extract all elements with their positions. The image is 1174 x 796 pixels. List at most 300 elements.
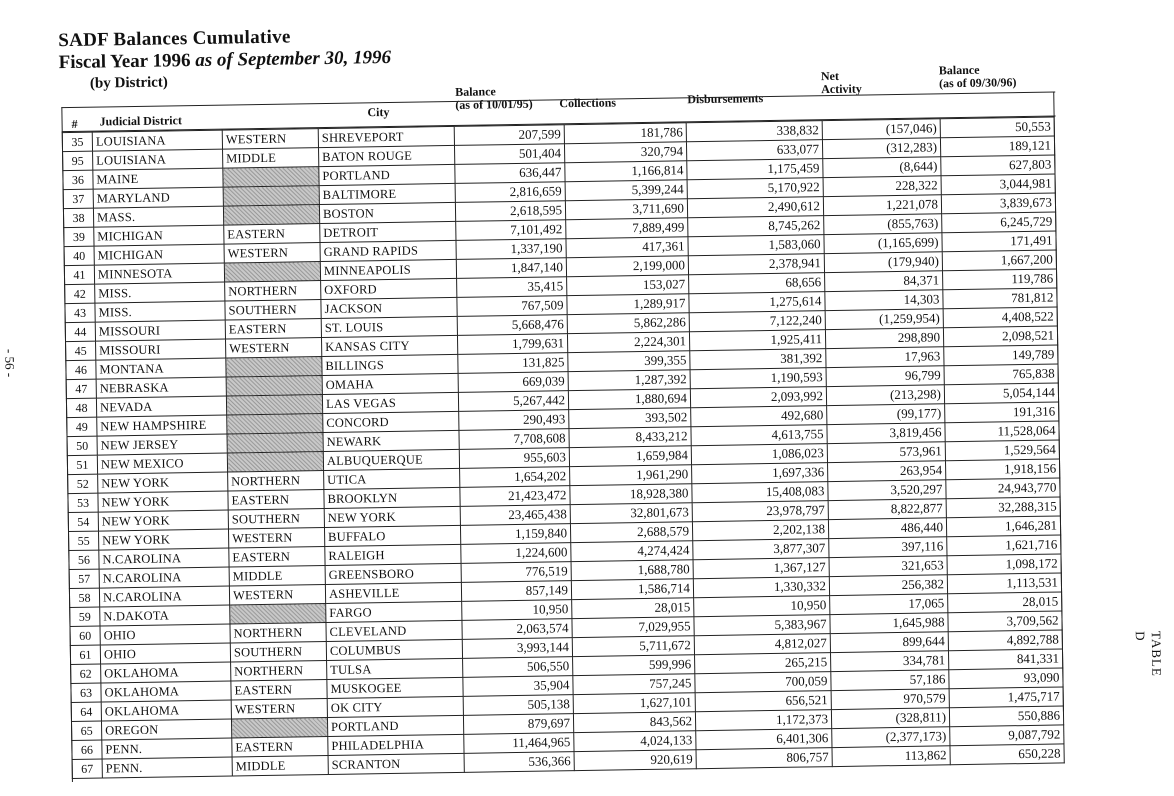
district-name: EASTERN: [225, 319, 321, 340]
document-subtitle: [58, 47, 391, 74]
state-name: MISS.: [95, 301, 225, 322]
balance-start-value: 35,904: [463, 676, 573, 697]
state-name: OKLAHOMA: [101, 700, 231, 721]
disbursements-value: 5,383,967: [694, 615, 830, 636]
column-header-balance-end: [939, 63, 1049, 91]
net-activity-value: (99,177): [827, 404, 945, 425]
district-name: [223, 205, 319, 226]
state-name: MARYLAND: [93, 187, 223, 208]
state-name: MISSOURI: [95, 320, 225, 341]
net-activity-value: 1,221,078: [823, 195, 941, 216]
disbursements-value: 7,122,240: [689, 311, 825, 332]
row-number: 59: [70, 607, 100, 626]
disbursements-value: 2,093,992: [690, 387, 826, 408]
district-name: [226, 357, 322, 378]
row-number: 66: [72, 740, 102, 759]
city-name: COLUMBUS: [326, 639, 462, 660]
city-name: MINNEAPOLIS: [320, 259, 456, 280]
balance-end-value: 550,886: [949, 706, 1063, 727]
net-activity-value: (328,811): [831, 708, 949, 729]
balance-start-value: 636,447: [455, 163, 565, 184]
collections-value: 7,029,955: [572, 617, 694, 638]
city-name: UTICA: [324, 468, 460, 489]
balance-end-value: 191,316: [945, 402, 1059, 423]
column-header-balance-start: [455, 84, 555, 112]
column-header-num: #: [71, 116, 78, 131]
balance-end-line2: (as of 09/30/96): [938, 75, 1017, 91]
collections-value: 1,659,984: [569, 446, 691, 467]
disbursements-value: 381,392: [690, 349, 826, 370]
city-name: BUFFALO: [324, 525, 460, 546]
city-name: LAS VEGAS: [322, 392, 458, 413]
collections-value: 2,224,301: [567, 332, 689, 353]
balance-start-value: 2,816,659: [455, 182, 565, 203]
state-name: N.DAKOTA: [100, 605, 230, 626]
balance-start-value: 5,267,442: [458, 391, 568, 412]
net-activity-value: (1,165,699): [824, 233, 942, 254]
row-number: 41: [64, 265, 94, 284]
collections-value: 1,627,101: [573, 693, 695, 714]
collections-value: 757,245: [573, 674, 695, 695]
collections-value: 1,287,392: [568, 370, 690, 391]
balance-end-value: 28,015: [948, 592, 1062, 613]
row-number: 55: [69, 531, 99, 550]
row-number: 58: [69, 588, 99, 607]
state-name: OREGON: [101, 719, 231, 740]
district-name: [226, 395, 322, 416]
collections-value: 2,199,000: [566, 256, 688, 277]
city-name: ALBUQUERQUE: [323, 449, 459, 470]
page-number: - 56 -: [2, 348, 18, 378]
disbursements-value: 700,059: [695, 672, 831, 693]
balance-end-value: 781,812: [943, 288, 1057, 309]
collections-value: 5,862,286: [567, 313, 689, 334]
balance-start-value: 767,509: [457, 296, 567, 317]
balance-start-value: 506,550: [463, 657, 573, 678]
net-activity-value: (1,259,954): [825, 309, 943, 330]
balance-end-value: 93,090: [949, 668, 1063, 689]
collections-value: 5,711,672: [572, 636, 694, 657]
collections-value: 843,562: [573, 712, 695, 733]
table-body: [62, 117, 1064, 779]
net-activity-value: 334,781: [830, 651, 948, 672]
row-number: 67: [72, 759, 102, 778]
balance-start-value: 1,799,631: [457, 334, 567, 355]
disbursements-value: 68,656: [689, 273, 825, 294]
net-activity-value: 113,862: [832, 746, 950, 767]
state-name: MONTANA: [96, 358, 226, 379]
row-number: 65: [71, 721, 101, 740]
net-activity-value: 486,440: [828, 518, 946, 539]
row-number: 49: [67, 417, 97, 436]
row-number: 60: [70, 626, 100, 645]
row-number: 54: [68, 512, 98, 531]
state-name: NEW YORK: [98, 510, 228, 531]
row-number: 61: [70, 645, 100, 664]
state-name: MICHIGAN: [94, 244, 224, 265]
row-number: 46: [66, 360, 96, 379]
district-name: EASTERN: [231, 680, 327, 701]
balance-start-value: 536,366: [464, 752, 574, 773]
net-activity-value: 970,579: [831, 689, 949, 710]
balance-end-value: 765,838: [944, 364, 1058, 385]
district-name: [223, 167, 319, 188]
city-name: KANSAS CITY: [321, 335, 457, 356]
disbursements-value: 4,812,027: [694, 634, 830, 655]
district-name: WESTERN: [229, 585, 325, 606]
balance-start-value: 7,708,608: [459, 429, 569, 450]
district-name: [227, 433, 323, 454]
state-name: MAINE: [93, 168, 223, 189]
district-name: SOUTHERN: [225, 300, 321, 321]
disbursements-value: 2,490,612: [687, 197, 823, 218]
city-name: DETROIT: [320, 221, 456, 242]
district-name: EASTERN: [229, 547, 325, 568]
balance-end-value: 1,646,281: [946, 516, 1060, 537]
net-activity-value: 57,186: [831, 670, 949, 691]
state-name: PENN.: [102, 757, 232, 778]
net-activity-value: 17,963: [826, 347, 944, 368]
balance-start-value: 2,063,574: [462, 619, 572, 640]
row-number: 38: [63, 208, 93, 227]
net-activity-value: (312,283): [822, 138, 940, 159]
collections-value: 8,433,212: [569, 427, 691, 448]
by-district-label: (by District): [89, 74, 168, 92]
row-number: 50: [67, 436, 97, 455]
column-header-city: City: [367, 104, 390, 120]
city-name: PHILADELPHIA: [328, 734, 464, 755]
district-name: MIDDLE: [232, 756, 328, 777]
district-name: [227, 414, 323, 435]
district-name: [226, 376, 322, 397]
disbursements-value: 6,401,306: [696, 729, 832, 750]
collections-value: 1,586,714: [571, 579, 693, 600]
balance-start-value: 10,950: [462, 600, 572, 621]
district-name: WESTERN: [228, 528, 324, 549]
collections-value: 320,794: [564, 142, 686, 163]
city-name: NEWARK: [323, 430, 459, 451]
net-activity-value: (179,940): [824, 252, 942, 273]
city-name: BALTIMORE: [319, 183, 455, 204]
row-number: 53: [68, 493, 98, 512]
balance-start-value: 669,039: [458, 372, 568, 393]
disbursements-value: 4,613,755: [691, 425, 827, 446]
city-name: GRAND RAPIDS: [320, 240, 456, 261]
column-header-disbursements: Disbursements: [687, 91, 764, 107]
balance-end-value: 1,113,531: [947, 573, 1061, 594]
district-name: [227, 452, 323, 473]
collections-value: 18,928,380: [570, 484, 692, 505]
net-activity-value: 397,116: [829, 537, 947, 558]
district-name: NORTHERN: [231, 661, 327, 682]
fiscal-year: Fiscal Year 1996: [58, 50, 191, 74]
collections-value: 1,166,814: [565, 161, 687, 182]
balance-start-value: 131,825: [458, 353, 568, 374]
row-number: 47: [66, 379, 96, 398]
balance-start-line2: (as of 10/01/95): [455, 96, 533, 112]
district-name: WESTERN: [222, 129, 318, 150]
balance-end-value: 3,044,981: [941, 174, 1055, 195]
balance-start-value: 505,138: [463, 695, 573, 716]
balance-start-value: 501,404: [454, 144, 564, 165]
net-activity-value: 17,065: [830, 594, 948, 615]
balance-end-value: 4,892,788: [948, 630, 1062, 651]
state-name: LOUISIANA: [93, 149, 223, 170]
city-name: TULSA: [327, 658, 463, 679]
district-name: NORTHERN: [228, 471, 324, 492]
net-activity-value: 3,819,456: [827, 423, 945, 444]
net-activity-value: (855,763): [824, 214, 942, 235]
balance-end-value: 50,553: [940, 117, 1054, 138]
city-name: SCRANTON: [328, 753, 464, 774]
collections-value: 1,961,290: [570, 465, 692, 486]
district-name: NORTHERN: [225, 281, 321, 302]
column-header-collections: Collections: [559, 95, 617, 111]
district-name: EASTERN: [224, 224, 320, 245]
collections-value: 1,880,694: [568, 389, 690, 410]
balance-end-value: 3,839,673: [941, 193, 1055, 214]
city-name: JACKSON: [321, 297, 457, 318]
state-name: NEW YORK: [98, 472, 228, 493]
net-activity-value: (157,046): [822, 119, 940, 140]
disbursements-value: 1,275,614: [689, 292, 825, 313]
net-activity-value: 573,961: [827, 442, 945, 463]
row-number: 56: [69, 550, 99, 569]
collections-value: 5,399,244: [565, 180, 687, 201]
disbursements-value: 15,408,083: [692, 482, 828, 503]
balance-start-value: 23,465,438: [460, 505, 570, 526]
disbursements-value: 10,950: [694, 596, 830, 617]
collections-value: 181,786: [564, 123, 686, 144]
district-name: MIDDLE: [223, 148, 319, 169]
collections-value: 3,711,690: [565, 199, 687, 220]
balance-start-value: 857,149: [461, 581, 571, 602]
balance-start-value: 879,697: [463, 714, 573, 735]
state-name: OHIO: [100, 624, 230, 645]
disbursements-value: 265,215: [695, 653, 831, 674]
collections-value: 1,289,917: [567, 294, 689, 315]
city-name: PORTLAND: [327, 715, 463, 736]
disbursements-value: 492,680: [691, 406, 827, 427]
row-number: 95: [63, 151, 93, 170]
column-header-net-activity: [821, 69, 891, 96]
district-name: WESTERN: [231, 699, 327, 720]
state-name: OHIO: [100, 643, 230, 664]
city-name: BOSTON: [319, 202, 455, 223]
disbursements-value: 2,378,941: [688, 254, 824, 275]
balance-start-value: 7,101,492: [456, 220, 566, 241]
row-number: 57: [69, 569, 99, 588]
net-activity-value: 3,520,297: [828, 480, 946, 501]
balance-start-value: 1,847,140: [456, 258, 566, 279]
net-line1: Net: [820, 68, 840, 84]
net-activity-value: (2,377,173): [832, 727, 950, 748]
balance-end-value: 1,918,156: [945, 459, 1059, 480]
city-name: NEW YORK: [324, 506, 460, 527]
balance-end-value: 650,228: [950, 744, 1064, 765]
balance-start-value: 3,993,144: [462, 638, 572, 659]
row-number: 37: [63, 189, 93, 208]
disbursements-value: 1,086,023: [691, 444, 827, 465]
district-name: [224, 262, 320, 283]
row-number: 64: [71, 702, 101, 721]
disbursements-value: 23,978,797: [692, 501, 828, 522]
district-name: [230, 604, 326, 625]
collections-value: 4,024,133: [574, 731, 696, 752]
state-name: NEW YORK: [98, 529, 228, 550]
disbursements-value: 8,745,262: [688, 216, 824, 237]
state-name: LOUISIANA: [92, 130, 222, 151]
district-name: WESTERN: [224, 243, 320, 264]
state-name: NEW MEXICO: [97, 453, 227, 474]
disbursements-value: 1,583,060: [688, 235, 824, 256]
disbursements-value: 2,202,138: [692, 520, 828, 541]
balance-end-value: 627,803: [941, 155, 1055, 176]
collections-value: 7,889,499: [566, 218, 688, 239]
disbursements-value: 656,521: [695, 691, 831, 712]
city-name: BATON ROUGE: [319, 145, 455, 166]
row-number: 39: [64, 227, 94, 246]
collections-value: 32,801,673: [570, 503, 692, 524]
collections-value: 4,274,424: [571, 541, 693, 562]
district-name: WESTERN: [225, 338, 321, 359]
city-name: OXFORD: [321, 278, 457, 299]
disbursements-value: 5,170,922: [687, 178, 823, 199]
row-number: 52: [68, 474, 98, 493]
city-name: GREENSBORO: [325, 563, 461, 584]
row-number: 35: [62, 132, 92, 151]
document-title: SADF Balances Cumulative: [58, 26, 291, 52]
balance-end-value: 1,098,172: [947, 554, 1061, 575]
balance-end-value: 1,529,564: [945, 440, 1059, 461]
district-name: MIDDLE: [229, 566, 325, 587]
state-name: NEW YORK: [98, 491, 228, 512]
state-name: OKLAHOMA: [101, 681, 231, 702]
row-number: 36: [63, 170, 93, 189]
row-number: 45: [66, 341, 96, 360]
district-name: NORTHERN: [230, 623, 326, 644]
state-name: N.CAROLINA: [99, 567, 229, 588]
disbursements-value: 1,925,411: [689, 330, 825, 351]
net-activity-value: 298,890: [825, 328, 943, 349]
balance-end-value: 9,087,792: [950, 725, 1064, 746]
city-name: ST. LOUIS: [321, 316, 457, 337]
collections-value: 417,361: [566, 237, 688, 258]
balance-start-value: 11,464,965: [464, 733, 574, 754]
state-name: N.CAROLINA: [99, 548, 229, 569]
collections-value: 1,688,780: [571, 560, 693, 581]
city-name: OMAHA: [322, 373, 458, 394]
district-name: SOUTHERN: [228, 509, 324, 530]
net-activity-value: 96,799: [826, 366, 944, 387]
district-name: [223, 186, 319, 207]
as-of-date: as of September 30, 1996: [195, 46, 392, 71]
balance-end-value: 5,054,144: [944, 383, 1058, 404]
district-name: SOUTHERN: [230, 642, 326, 663]
disbursements-value: 1,190,593: [690, 368, 826, 389]
column-header-district: Judicial District: [99, 113, 182, 129]
state-name: MINNESOTA: [94, 263, 224, 284]
net-activity-value: 899,644: [830, 632, 948, 653]
net-activity-value: 228,322: [823, 176, 941, 197]
disbursements-value: 1,330,332: [693, 577, 829, 598]
balance-end-line1: Balance: [938, 62, 980, 78]
city-name: CLEVELAND: [326, 620, 462, 641]
net-line2: Activity: [821, 81, 862, 97]
city-name: SHREVEPORT: [318, 126, 454, 147]
balance-start-value: 1,337,190: [456, 239, 566, 260]
collections-value: 393,502: [569, 408, 691, 429]
balance-start-value: 21,423,472: [460, 486, 570, 507]
balance-start-value: 955,603: [459, 448, 569, 469]
city-name: MUSKOGEE: [327, 677, 463, 698]
balance-end-value: 1,475,717: [949, 687, 1063, 708]
row-number: 63: [71, 683, 101, 702]
city-name: FARGO: [326, 601, 462, 622]
balance-start-value: 776,519: [461, 562, 571, 583]
net-activity-value: 1,645,988: [830, 613, 948, 634]
collections-value: 28,015: [572, 598, 694, 619]
state-name: MICHIGAN: [94, 225, 224, 246]
balance-end-value: 4,408,522: [943, 307, 1057, 328]
disbursements-value: 1,172,373: [695, 710, 831, 731]
disbursements-value: 806,757: [696, 748, 832, 769]
balance-end-value: 24,943,770: [946, 478, 1060, 499]
disbursements-value: 1,697,336: [692, 463, 828, 484]
header-top-rule: [61, 91, 1055, 111]
city-name: OK CITY: [327, 696, 463, 717]
balance-start-value: 1,224,600: [461, 543, 571, 564]
balances-table: [62, 117, 1065, 780]
disbursements-value: 338,832: [686, 121, 822, 142]
district-name: [231, 718, 327, 739]
balance-start-value: 290,493: [459, 410, 569, 431]
state-name: PENN.: [102, 738, 232, 759]
balance-end-value: 1,621,716: [947, 535, 1061, 556]
net-activity-value: 256,382: [829, 575, 947, 596]
balance-start-value: 35,415: [457, 277, 567, 298]
balance-end-value: 149,789: [944, 345, 1058, 366]
balance-end-value: 171,491: [942, 231, 1056, 252]
net-activity-value: (8,644): [823, 157, 941, 178]
balance-start-value: 207,599: [454, 125, 564, 146]
row-number: 44: [65, 322, 95, 341]
state-name: MISSOURI: [96, 339, 226, 360]
city-name: BROOKLYN: [324, 487, 460, 508]
balance-start-value: 1,159,840: [460, 524, 570, 545]
net-activity-value: (213,298): [826, 385, 944, 406]
net-activity-value: 84,371: [825, 271, 943, 292]
disbursements-value: 3,877,307: [693, 539, 829, 560]
table-label: TABLE D: [1132, 630, 1165, 677]
city-name: ASHEVILLE: [325, 582, 461, 603]
balance-start-value: 5,668,476: [457, 315, 567, 336]
collections-value: 153,027: [567, 275, 689, 296]
city-name: PORTLAND: [319, 164, 455, 185]
collections-value: 2,688,579: [570, 522, 692, 543]
state-name: NEBRASKA: [96, 377, 226, 398]
balance-end-value: 1,667,200: [942, 250, 1056, 271]
disbursements-value: 1,175,459: [687, 159, 823, 180]
district-name: EASTERN: [228, 490, 324, 511]
row-number: 40: [64, 246, 94, 265]
balance-end-value: 189,121: [940, 136, 1054, 157]
city-name: RALEIGH: [325, 544, 461, 565]
state-name: MISS.: [95, 282, 225, 303]
net-activity-value: 263,954: [828, 461, 946, 482]
row-number: 62: [71, 664, 101, 683]
row-number: 51: [67, 455, 97, 474]
